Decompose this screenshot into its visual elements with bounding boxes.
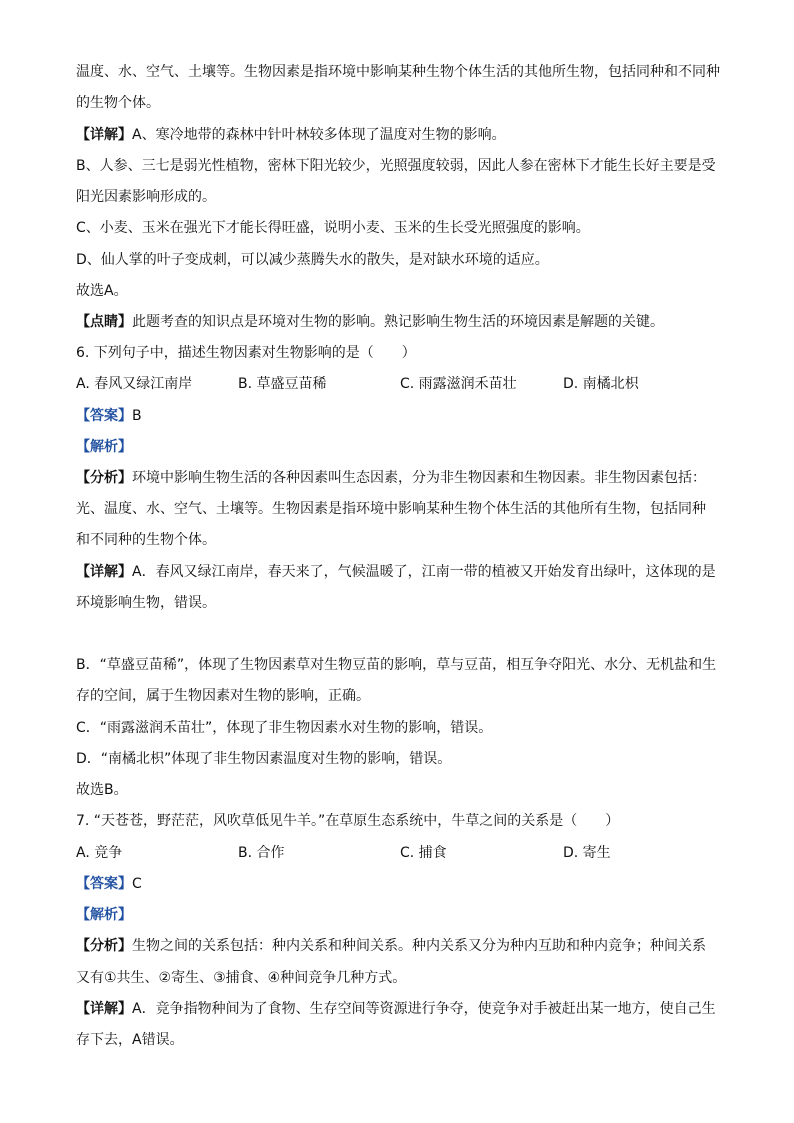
q7-option-a: A. 竞争: [76, 845, 123, 861]
q7-analysis: [76, 936, 726, 956]
text-span: 此题考查的知识点是环境对生物的影响。熟记影响生物生活的环境因素是解题的关键。: [132, 314, 664, 330]
comment-tag: 【点睛】: [76, 314, 132, 330]
text-span: 环境中影响生物生活的各种因素叫生态因素，分为非生物因素和生物因素。非生物因素包括：: [132, 470, 706, 486]
text-line: 的生物个体。: [76, 95, 160, 111]
text-line: D．“南橘北枳”体现了非生物因素温度对生物的影响，错误。: [76, 751, 452, 767]
text-line: 存下去，A错误。: [76, 1032, 184, 1048]
q7-detail: [76, 999, 726, 1019]
detail-paragraph: [76, 125, 726, 145]
text-line: C．“雨露滋润禾苗壮”，体现了非生物因素水对生物的影响，错误。: [76, 720, 493, 736]
text-line: 和不同种的生物个体。: [76, 532, 216, 548]
q6-analysis-heading: 【解析】: [76, 439, 132, 455]
q6-answer: [76, 406, 726, 426]
q7-analysis-heading: 【解析】: [76, 907, 132, 923]
text-line: 又有①共生、②寄生、③捕食、④种间竞争几种方式。: [76, 970, 407, 986]
q6-option-b: B. 草盛豆苗稀: [238, 376, 327, 392]
text-line: 故选B。: [76, 782, 128, 798]
text-line: 故选A。: [76, 283, 128, 299]
text-line: 阳光因素影响形成的。: [76, 189, 216, 205]
answer-tag: 【答案】: [76, 408, 132, 424]
q6-analysis: [76, 468, 726, 488]
text-span: A．春风又绿江南岸，春天来了，气候温暖了，江南一带的植被又开始发育出绿叶，这体现的是: [132, 564, 716, 580]
text-line: D、仙人掌的叶子变成刺，可以减少蒸腾失水的散失，是对缺水环境的适应。: [76, 252, 549, 268]
q7-option-b: B. 合作: [238, 845, 285, 861]
detail-tag: 【详解】: [76, 564, 132, 580]
text-line: B．“草盛豆苗稀”，体现了生物因素草对生物豆苗的影响，草与豆苗，相互争夺阳光、水分、无机盐和生: [76, 657, 717, 673]
comment-paragraph: [76, 312, 726, 332]
text-line: 存的空间，属于生物因素对生物的影响，正确。: [76, 688, 370, 704]
text-line: 温度、水、空气、土壤等。生物因素是指环境中影响某种生物个体生活的其他所生物，包括同种和不同种: [76, 64, 720, 80]
text-line: B、人参、三七是弱光性植物，密林下阳光较少，光照强度较弱，因此人参在密林下才能生长好主要是受: [76, 158, 716, 174]
text-span: A、寒冷地带的森林中针叶林较多体现了温度对生物的影响。: [132, 127, 506, 143]
answer-value: B: [132, 408, 142, 424]
question-7: 7. “天苍苍，野茫茫，风吹草低见牛羊。”在草原生态系统中，牛草之间的关系是（ ）: [76, 813, 620, 829]
q6-option-d: D. 南橘北枳: [563, 376, 639, 392]
answer-tag: 【答案】: [76, 876, 132, 892]
analysis-tag: 【分析】: [76, 938, 132, 954]
answer-value: C: [132, 876, 142, 892]
q6-detail: [76, 562, 726, 582]
q7-option-d: D. 寄生: [563, 845, 611, 861]
text-line: C、小麦、玉米在强光下才能长得旺盛，说明小麦、玉米的生长受光照强度的影响。: [76, 220, 590, 236]
q6-option-a: A. 春风又绿江南岸: [76, 376, 193, 392]
text-line: 光、温度、水、空气、土壤等。生物因素是指环境中影响某种生物个体生活的其他所有生物，包括同种: [76, 501, 706, 517]
q6-option-c: C. 雨露滋润禾苗壮: [400, 376, 517, 392]
text-span: A．竞争指物种间为了食物、生存空间等资源进行争夺，使竞争对手被赶出某一地方，使自己生: [132, 1001, 716, 1017]
analysis-tag: 【分析】: [76, 470, 132, 486]
text-line: 环境影响生物，错误。: [76, 595, 216, 611]
detail-tag: 【详解】: [76, 127, 132, 143]
question-6: 6. 下列句子中，描述生物因素对生物影响的是（ ）: [76, 345, 416, 361]
q7-answer: [76, 874, 726, 894]
q7-option-c: C. 捕食: [400, 845, 447, 861]
detail-tag: 【详解】: [76, 1001, 132, 1017]
text-span: 生物之间的关系包括：种内关系和种间关系。种内关系又分为种内互助和种内竞争；种间关系: [132, 938, 706, 954]
